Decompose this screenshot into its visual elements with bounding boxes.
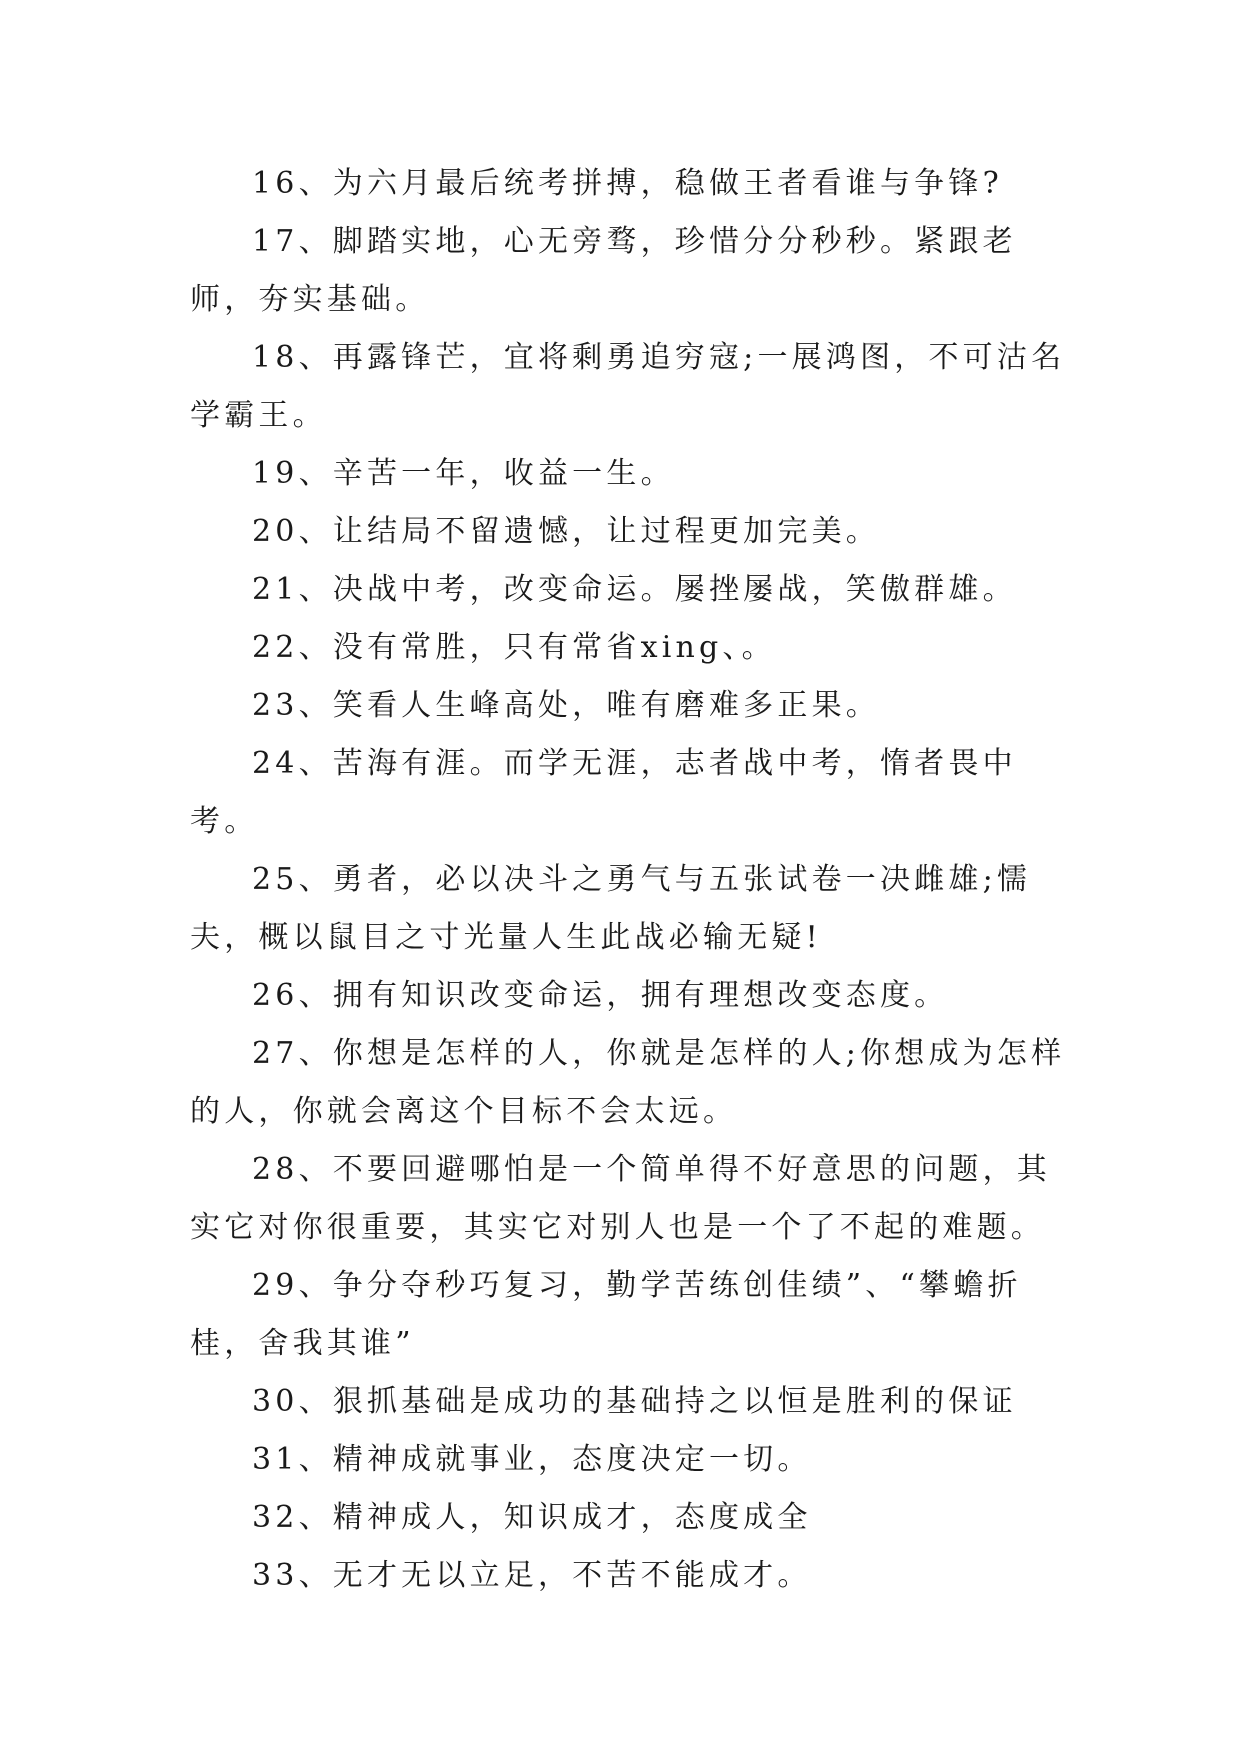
paragraph-33: 33、无才无以立足，不苦不能成才。 xyxy=(252,1558,812,1593)
paragraph-28: 28、不要回避哪怕是一个简单得不好意思的问题，其实它对你很重要，其实它对别人也是一个了不起的难题。 xyxy=(190,1152,1051,1245)
paragraph-22: 22、没有常胜，只有常省xing、。 xyxy=(252,630,776,665)
paragraph-32: 32、精神成人，知识成才，态度成全 xyxy=(252,1500,812,1535)
paragraph-26: 26、拥有知识改变命运，拥有理想改变态度。 xyxy=(252,978,949,1013)
document-body xyxy=(190,155,1070,1605)
paragraph-30: 30、狠抓基础是成功的基础持之以恒是胜利的保证 xyxy=(252,1384,1017,1419)
paragraph-16: 16、为六月最后统考拼搏，稳做王者看谁与争锋? xyxy=(252,166,1003,201)
paragraph-17: 17、脚踏实地，心无旁骛，珍惜分分秒秒。紧跟老师，夯实基础。 xyxy=(190,224,1017,317)
paragraph-29: 29、争分夺秒巧复习，勤学苦练创佳绩”、“攀蟾折桂，舍我其谁” xyxy=(190,1268,1022,1361)
paragraph-27: 27、你想是怎样的人，你就是怎样的人;你想成为怎样的人，你就会离这个目标不会太远。 xyxy=(190,1036,1066,1129)
paragraph-25: 25、勇者，必以决斗之勇气与五张试卷一决雌雄;懦夫，概以鼠目之寸光量人生此战必输无疑! xyxy=(190,862,1032,955)
paragraph-21: 21、决战中考，改变命运。屡挫屡战，笑傲群雄。 xyxy=(252,572,1017,607)
paragraph-18: 18、再露锋芒，宜将剩勇追穷寇;一展鸿图，不可沽名学霸王。 xyxy=(190,340,1066,433)
paragraph-24: 24、苦海有涯。而学无涯，志者战中考，惰者畏中考。 xyxy=(190,746,1017,839)
paragraph-31: 31、精神成就事业，态度决定一切。 xyxy=(252,1442,812,1477)
paragraph-19: 19、辛苦一年，收益一生。 xyxy=(252,456,675,491)
paragraph-23: 23、笑看人生峰高处，唯有磨难多正果。 xyxy=(252,688,880,723)
paragraph-20: 20、让结局不留遗憾，让过程更加完美。 xyxy=(252,514,880,549)
